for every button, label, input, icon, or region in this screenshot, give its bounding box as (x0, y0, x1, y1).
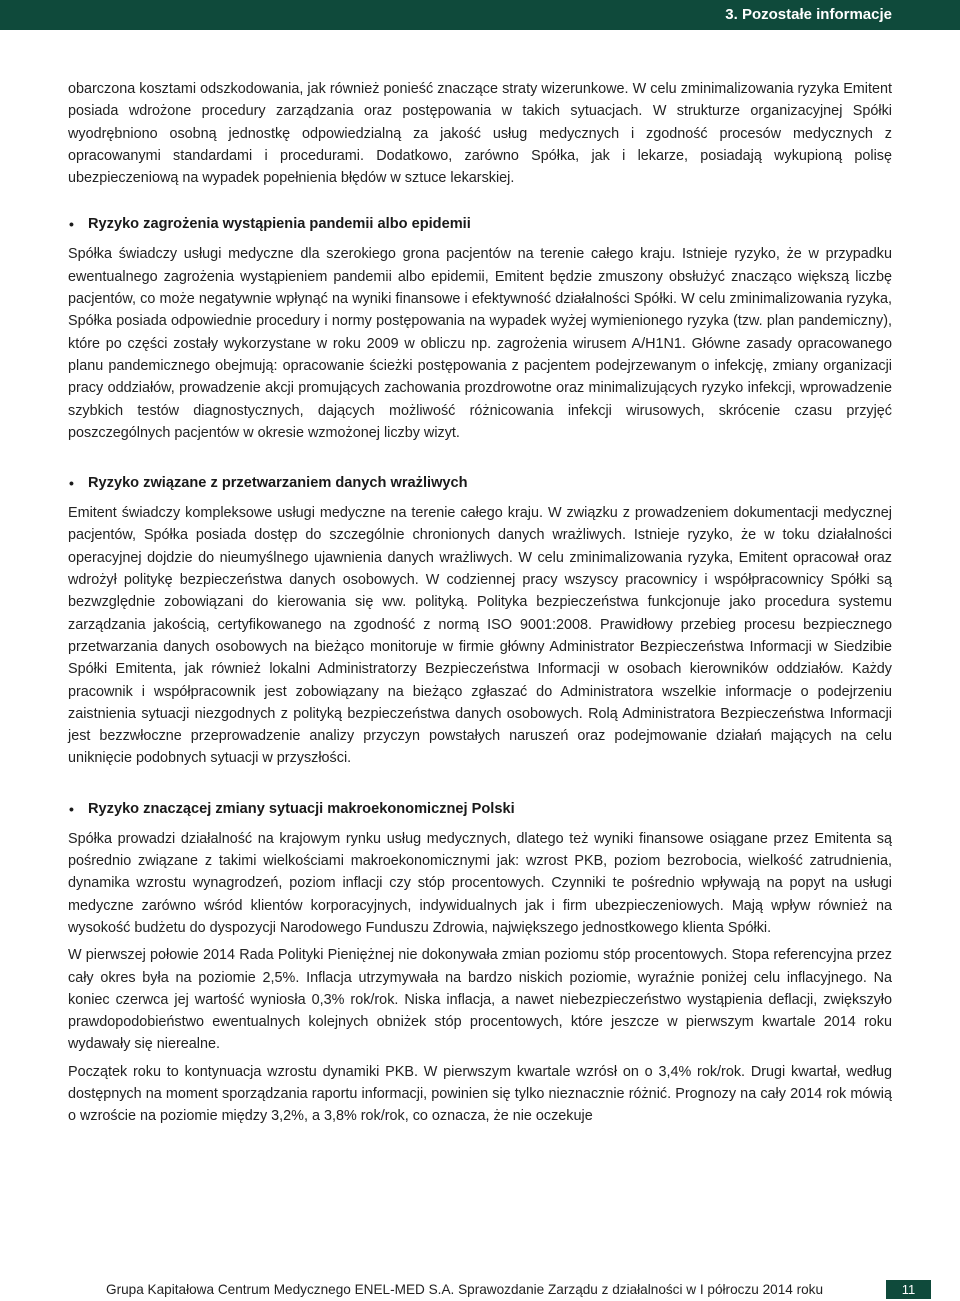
footer-text: Grupa Kapitałowa Centrum Medycznego ENEL-MED S.A. Sprawozdanie Zarządu z działalności w I półroczu 2014 roku (106, 1282, 824, 1297)
section-heading (68, 472, 892, 494)
page-footer (0, 1280, 960, 1300)
bullet-icon: • (69, 475, 74, 492)
heading-text: Ryzyko znaczącej zmiany sytuacji makroekonomicznej Polski (88, 800, 515, 817)
heading-text: Ryzyko zagrożenia wystąpienia pandemii albo epidemii (88, 216, 471, 233)
section-title: 3. Pozostałe informacje (725, 6, 892, 23)
section-paragraph: Emitent świadczy kompleksowe usługi medyczne na terenie całego kraju. W związku z prowadzeniem dokumentacji medycznej pacjentów, Spółka posiada dostęp do szczególnie chronionych danych wrażliwych. Istnieje ryzyko, że w toku działalności operacyjnej dojdzie do nieumyślnego ujawnienia danych wrażliwych. W celu zminimalizowania ryzyka, Emitent opracował oraz wdrożył politykę bezpieczeństwa danych osobowych. W codziennej pracy wszyscy pracownicy i współpracownicy Spółki są bezwzględnie zobowiązani do kierowania się ww. polityką. Polityka bezpieczeństwa funkcjonuje jako procedura systemu zarządzania jakością, certyfikowanego na zgodność z normą ISO 9001:2008. Prawidłowy przebieg procesu bezpiecznego przetwarzania danych osobowych na bieżąco monitoruje w firmie główny Administrator Bezpieczeństwa Informacji w Siedzibie Spółki Emitenta, jak również lokalni Administratorzy Bezpieczeństwa Informacji w osobach kierowników oddziałów. Każdy pracownik i współpracownik jest zobowiązany na bieżąco zgłaszać do Administratora wszelkie informacje o podejrzeniu zaistnienia sytuacji niezgodnych z polityką bezpieczeństwa danych osobowych. Rolą Administratora Bezpieczeństwa Informacji jest bezzwłoczne przeprowadzenie analizy przyczyn powstałych naruszeń oraz podejmowanie działań mających na celu uniknięcie podobnych sytuacji w przyszłości. (68, 505, 892, 767)
bullet-icon: • (69, 216, 74, 233)
intro-paragraph: obarczona kosztami odszkodowania, jak również ponieść znaczące straty wizerunkowe. W celu zminimalizowania ryzyka Emitent posiada wdrożone procedury zarządzania oraz postępowania w takich sytuacjach. W strukturze organizacyjnej Spółki wyodrębniono osobną jednostkę odpowiedzialną za jakość usług medycznych i zgodność procesów medycznych z opracowanymi standardami i procedurami. Dodatkowo, zarówno Spółka, jak i lekarze, posiadają wykupioną polisę ubezpieczeniową na wypadek popełnienia błędów w sztuce lekarskiej. (68, 81, 892, 187)
section-paragraph: W pierwszej połowie 2014 Rada Polityki Pieniężnej nie dokonywała zmian poziomu stóp procentowych. Stopa referencyjna przez cały okres była na poziomie 2,5%. Inflacja utrzymywała na bardzo niskich poziomie, wyraźnie poniżej celu inflacyjnego. Na koniec czerwca jej wartość wyniosła 0,3% rok/rok. Niska inflacja, a nawet niebezpieczeństwo wystąpienia deflacji, zwiększyło prawdopodobieństwo ewentualnych kolejnych obniżek stóp procentowych, które jeszcze w pierwszym kwartale 2014 roku wydawały się nierealne. (68, 947, 892, 1053)
section-pandemic-risk (68, 213, 892, 444)
section-heading (68, 798, 892, 820)
section-macroeconomic-risk (68, 798, 892, 1128)
bullet-icon: • (69, 800, 74, 817)
header-bar (0, 0, 960, 30)
section-paragraph: Spółka świadczy usługi medyczne dla szerokiego grona pacjentów na terenie całego kraju. Istnieje ryzyko, że w przypadku ewentualnego zagrożenia wystąpieniem pandemii albo epidemii, Emitent będzie zmuszony obsłużyć znacząco większą liczbę pacjentów, co może negatywnie wpłynąć na wyniki finansowe i efektywność działalności Spółki. W celu zminimalizowania ryzyka, Spółka posiada odpowiednie procedury i normy postępowania na wypadek wyżej wymienionego ryzyka (tzw. plan pandemiczny), które po części zostały wykorzystane w roku 2009 w obliczu np. zagrożenia wirusem A/H1N1. Główne zasady opracowanego planu pandemicznego obejmują: opracowanie ścieżki postępowania z pacjentem podejrzewanym o infekcję, zmiany organizacji pracy oddziałów, prowadzenie akcji promujących zachowania prozdrowotne oraz minimalizujących ryzyko infekcji, wprowadzenie szybkich testów diagnostycznych, dających możliwość różnicowania infekcji wirusowych, skrócenie czasu przyjęć poszczególnych pacjentów w okresie wzmożonej liczby wizyt. (68, 246, 892, 441)
page-number: 11 (886, 1280, 931, 1299)
heading-text: Ryzyko związane z przetwarzaniem danych wrażliwych (88, 475, 468, 492)
document-body (68, 78, 892, 1128)
section-heading (68, 213, 892, 235)
section-paragraph: Spółka prowadzi działalność na krajowym rynku usług medycznych, dlatego też wyniki finansowe osiągane przez Emitenta są pośrednio związane z takimi wielkościami makroekonomicznymi jak: wzrost PKB, poziom bezrobocia, wielkość zatrudnienia, dynamika wzrostu wynagrodzeń, poziom inflacji czy stóp procentowych. Czynniki te pośrednio wpływają na popyt na usługi medyczne zarówno wśród klientów korporacyjnych, indywidualnych jak i firm ubezpieczeniowych. Mają wpływ również na wysokość budżetu do dyspozycji Narodowego Funduszu Zdrowia, największego jednostkowego klienta Spółki. (68, 830, 892, 936)
section-sensitive-data-risk (68, 472, 892, 770)
section-paragraph: Początek roku to kontynuacja wzrostu dynamiki PKB. W pierwszym kwartale wzrósł on o 3,4% rok/rok. Drugi kwartał, według dostępnych na moment sporządzania raportu informacji, powinien się tylko nieznacznie różnić. Prognozy na cały 2014 rok mówią o wzroście na poziomie między 3,2%, a 3,8% rok/rok, co oznacza, że nie oczekuje (68, 1063, 892, 1125)
